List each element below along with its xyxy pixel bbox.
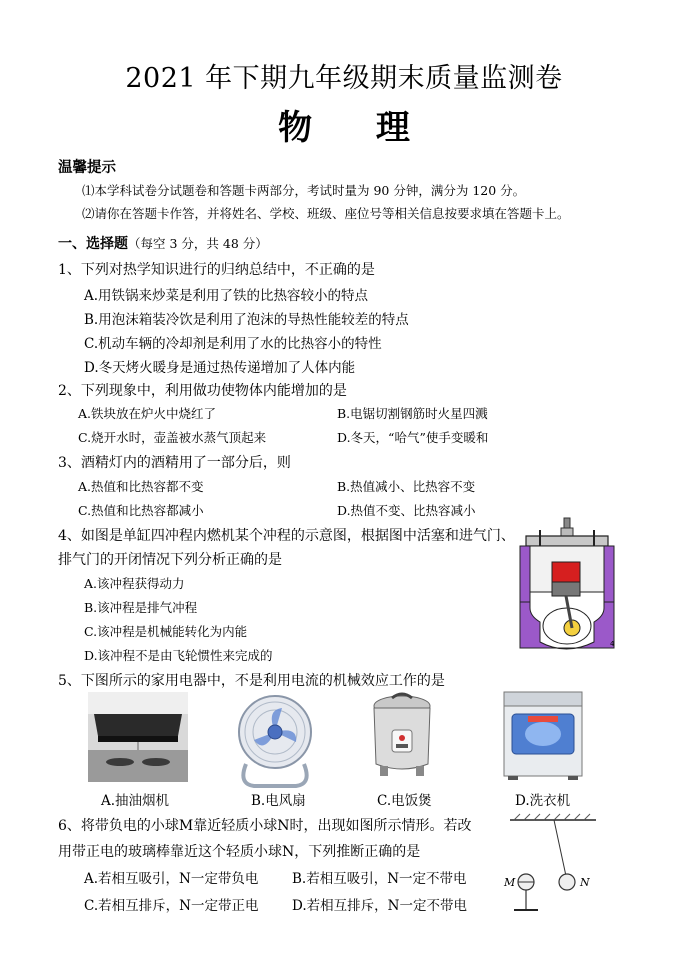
q3-option-c: C.热值和比热容都减小	[78, 503, 204, 518]
tips-line-2: ⑵请你在答题卡作答，并将姓名、学校、班级、座位号等相关信息按要求填在答题卡上。	[82, 206, 570, 221]
q6-option-b: B.若相互吸引，N一定不带电	[292, 871, 467, 887]
q2-option-d: D.冬天，“哈气”使手变暖和	[337, 430, 489, 445]
washing-machine-image	[502, 690, 584, 782]
q1-option-a: A.用铁锅来炒菜是利用了铁的比热容较小的特点	[84, 288, 369, 304]
electric-fan-image	[236, 692, 314, 788]
q2-option-b: B.电锯切割钢筋时火星四溅	[337, 406, 488, 421]
q5-caption-d: D.洗衣机	[515, 793, 571, 809]
q6-option-c: C.若相互排斥，N一定带正电	[84, 898, 259, 914]
tips-heading: 温馨提示	[58, 159, 116, 176]
q1-option-b: B.用泡沫箱装冷饮是利用了泡沫的导热性能较差的特点	[84, 312, 409, 328]
q4-stem-line-1: 4、如图是单缸四冲程内燃机某个冲程的示意图，根据图中活塞和进气门、	[58, 528, 515, 544]
q3-option-b: B.热值减小、比热容不变	[337, 479, 476, 494]
q2-option-a: A.铁块放在炉火中烧红了	[78, 406, 217, 421]
q6-stem-line-2: 用带正电的玻璃棒靠近这个轻质小球N，下列推断正确的是	[58, 844, 421, 860]
subject-title: 物 理	[278, 108, 436, 148]
q5-stem: 5、下图所示的家用电器中，不是利用电流的机械效应工作的是	[58, 673, 445, 689]
q6-option-a: A.若相互吸引，N一定带负电	[84, 871, 259, 887]
q5-caption-b: B.电风扇	[251, 793, 306, 809]
q4-option-d: D.该冲程不是由飞轮惯性来完成的	[84, 648, 273, 663]
label-n: N	[580, 876, 590, 889]
q4-option-b: B.该冲程是排气冲程	[84, 600, 198, 615]
q4-option-c: C.该冲程是机械能转化为内能	[84, 624, 248, 639]
q3-option-a: A.热值和比热容都不变	[78, 479, 204, 494]
charged-balls-diagram	[500, 812, 606, 916]
q4-option-a: A.该冲程获得动力	[84, 576, 185, 591]
q2-stem: 2、下列现象中，利用做功使物体内能增加的是	[58, 383, 347, 399]
q5-caption-c: C.电饭煲	[377, 793, 432, 809]
tips-line-1: ⑴本学科试卷分试题卷和答题卡两部分，考试时量为 90 分钟，满分为 120 分。	[82, 183, 526, 198]
exam-title: 2021 年下期九年级期末质量监测卷	[125, 63, 563, 94]
engine-diagram	[516, 516, 618, 656]
q1-stem: 1、下列对热学知识进行的归纳总结中，不正确的是	[58, 262, 375, 278]
q1-option-c: C.机动车辆的冷却剂是利用了水的比热容小的特性	[84, 336, 382, 352]
q4-stem-line-2: 排气门的开闭情况下列分析正确的是	[58, 552, 282, 568]
q5-caption-a: A.抽油烟机	[101, 793, 170, 809]
q1-option-d: D.冬天烤火暖身是通过热传递增加了人体内能	[84, 360, 356, 376]
engine-fig-mark: 4	[610, 640, 615, 648]
section-heading	[58, 233, 268, 253]
range-hood-image	[88, 692, 188, 782]
q6-option-d: D.若相互排斥，N一定不带电	[292, 898, 467, 914]
q3-option-d: D.热值不变、比热容减小	[337, 503, 476, 518]
section-note: （每空 3 分，共 48 分）	[128, 236, 268, 251]
section-title: 一、选择题	[58, 236, 128, 252]
label-m: M	[504, 876, 516, 889]
q6-stem-line-1: 6、将带负电的小球M靠近轻质小球N时，出现如图所示情形。若改	[58, 818, 472, 834]
rice-cooker-image	[366, 690, 438, 782]
q3-stem: 3、酒精灯内的酒精用了一部分后，则	[58, 455, 291, 471]
q2-option-c: C.烧开水时，壶盖被水蒸气顶起来	[78, 430, 267, 445]
